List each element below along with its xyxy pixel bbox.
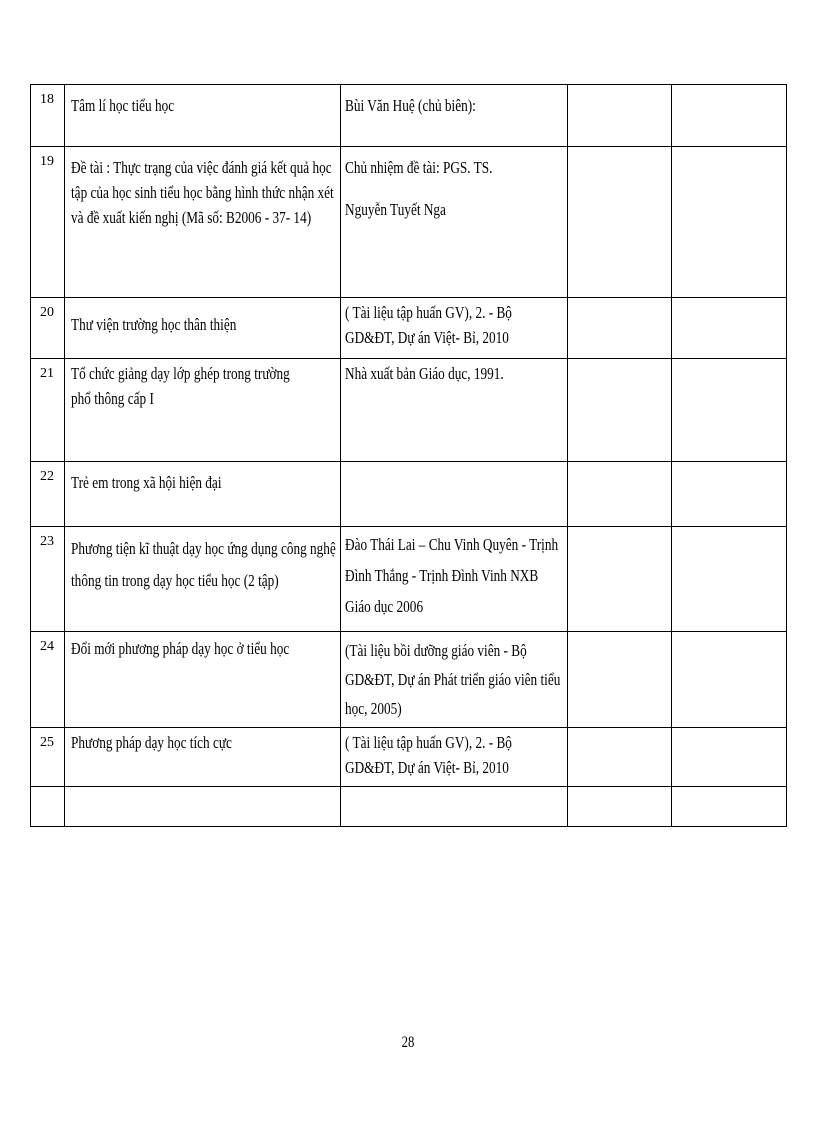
- author-source-cell: [341, 462, 568, 527]
- empty-cell: [672, 298, 787, 359]
- table-row: [31, 462, 787, 527]
- document-title: Thư viện trường học thân thiện: [71, 315, 237, 334]
- empty-cell: [568, 298, 672, 359]
- page-number: 28: [401, 1034, 415, 1051]
- author-source-cell: [341, 359, 568, 462]
- document-title: Tổ chức giảng dạy lớp ghép trong trường phổ thông cấp I: [71, 364, 290, 408]
- document-title: Phương pháp dạy học tích cực: [71, 733, 232, 752]
- row-number: 23: [31, 527, 65, 632]
- table-row: [31, 359, 787, 462]
- document-title-cell: [65, 527, 341, 632]
- author-source-cell: [341, 787, 568, 827]
- reference-table: [30, 84, 787, 827]
- author-source: (Tài liệu bồi dưỡng giáo viên - Bộ GD&ĐT, Dự án Phát triển giáo viên tiểu học, 2005): [345, 641, 561, 718]
- author-source-cell: [341, 527, 568, 632]
- empty-cell: [568, 632, 672, 728]
- document-title: Trẻ em trong xã hội hiện đại: [71, 473, 222, 492]
- empty-cell: [672, 527, 787, 632]
- empty-cell: [568, 787, 672, 827]
- document-title-cell: [65, 298, 341, 359]
- author-source: Chủ nhiệm đề tài: PGS. TS. Nguyễn Tuyết Nga: [345, 158, 493, 219]
- document-title-cell: [65, 462, 341, 527]
- empty-cell: [672, 787, 787, 827]
- author-source-cell: [341, 147, 568, 298]
- document-title-cell: [65, 359, 341, 462]
- empty-cell: [568, 527, 672, 632]
- author-source: Bùi Văn Huệ (chủ biên):: [345, 96, 476, 115]
- table-row: [31, 787, 787, 827]
- author-source-cell: [341, 85, 568, 147]
- document-title-cell: [65, 787, 341, 827]
- document-title: Đổi mới phương pháp dạy học ở tiểu học: [71, 639, 290, 658]
- table-row: [31, 298, 787, 359]
- empty-cell: [672, 359, 787, 462]
- table-row: [31, 147, 787, 298]
- empty-cell: [568, 85, 672, 147]
- author-source-cell: [341, 298, 568, 359]
- author-source-cell: [341, 632, 568, 728]
- empty-cell: [672, 147, 787, 298]
- empty-cell: [568, 728, 672, 787]
- author-source: ( Tài liệu tập huấn GV), 2. - Bộ GD&ĐT, Dự án Việt- Bỉ, 2010: [345, 303, 512, 347]
- row-number: 25: [31, 728, 65, 787]
- document-title-cell: [65, 85, 341, 147]
- row-number: [31, 787, 65, 827]
- author-source: ( Tài liệu tập huấn GV), 2. - Bộ GD&ĐT, Dự án Việt- Bỉ, 2010: [345, 733, 512, 777]
- document-title-cell: [65, 632, 341, 728]
- row-number: 24: [31, 632, 65, 728]
- empty-cell: [672, 85, 787, 147]
- row-number: 22: [31, 462, 65, 527]
- document-title-cell: [65, 147, 341, 298]
- document-title: Đề tài : Thực trạng của việc đánh giá kết quả học tập của học sinh tiểu học bằng hình thức nhận xét và đề xuất kiến nghị (Mã số: B2006 - 37- 14): [71, 158, 334, 227]
- table-row: [31, 527, 787, 632]
- document-title: Phương tiện kĩ thuật dạy học ứng dụng công nghệ thông tin trong dạy học tiểu học (2 tập): [71, 539, 336, 590]
- row-number: 19: [31, 147, 65, 298]
- empty-cell: [568, 359, 672, 462]
- empty-cell: [672, 462, 787, 527]
- table-row: [31, 728, 787, 787]
- row-number: 21: [31, 359, 65, 462]
- empty-cell: [568, 147, 672, 298]
- empty-cell: [568, 462, 672, 527]
- row-number: 20: [31, 298, 65, 359]
- document-title: Tâm lí học tiểu học: [71, 96, 175, 115]
- table-row: [31, 85, 787, 147]
- document-title-cell: [65, 728, 341, 787]
- author-source: Nhà xuất bản Giáo dục, 1991.: [345, 364, 504, 383]
- empty-cell: [672, 728, 787, 787]
- empty-cell: [672, 632, 787, 728]
- table-row: [31, 632, 787, 728]
- author-source: Đào Thái Lai – Chu Vinh Quyên - Trịnh Đình Thắng - Trịnh Đình Vinh NXB Giáo dục 2006: [345, 535, 559, 616]
- author-source-cell: [341, 728, 568, 787]
- row-number: 18: [31, 85, 65, 147]
